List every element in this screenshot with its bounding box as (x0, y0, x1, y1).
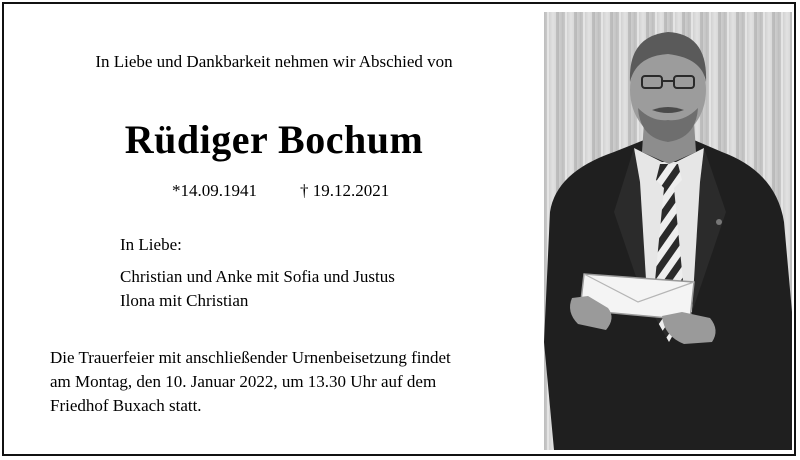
obituary-notice (2, 2, 796, 456)
ceremony-info (50, 346, 451, 418)
portrait-photo (544, 12, 792, 450)
portrait-illustration (544, 12, 792, 450)
mourner-line: Christian und Anke mit Sofia und Justus (120, 267, 395, 286)
in-love-label: In Liebe: (120, 235, 182, 254)
obituary-text (4, 4, 544, 454)
ceremony-line: am Montag, den 10. Januar 2022, um 13.30 Uhr auf dem (50, 372, 437, 391)
mourners-list (120, 265, 395, 313)
intro-text: In Liebe und Dankbarkeit nehmen wir Abschied von (95, 52, 453, 71)
mourner-line: Ilona mit Christian (120, 291, 249, 310)
death-date: † 19.12.2021 (300, 181, 390, 200)
ceremony-line: Friedhof Buxach statt. (50, 396, 202, 415)
birth-date: *14.09.1941 (172, 181, 257, 200)
ceremony-line: Die Trauerfeier mit anschließender Urnenbeisetzung findet (50, 348, 451, 367)
deceased-name: Rüdiger Bochum (124, 117, 424, 162)
